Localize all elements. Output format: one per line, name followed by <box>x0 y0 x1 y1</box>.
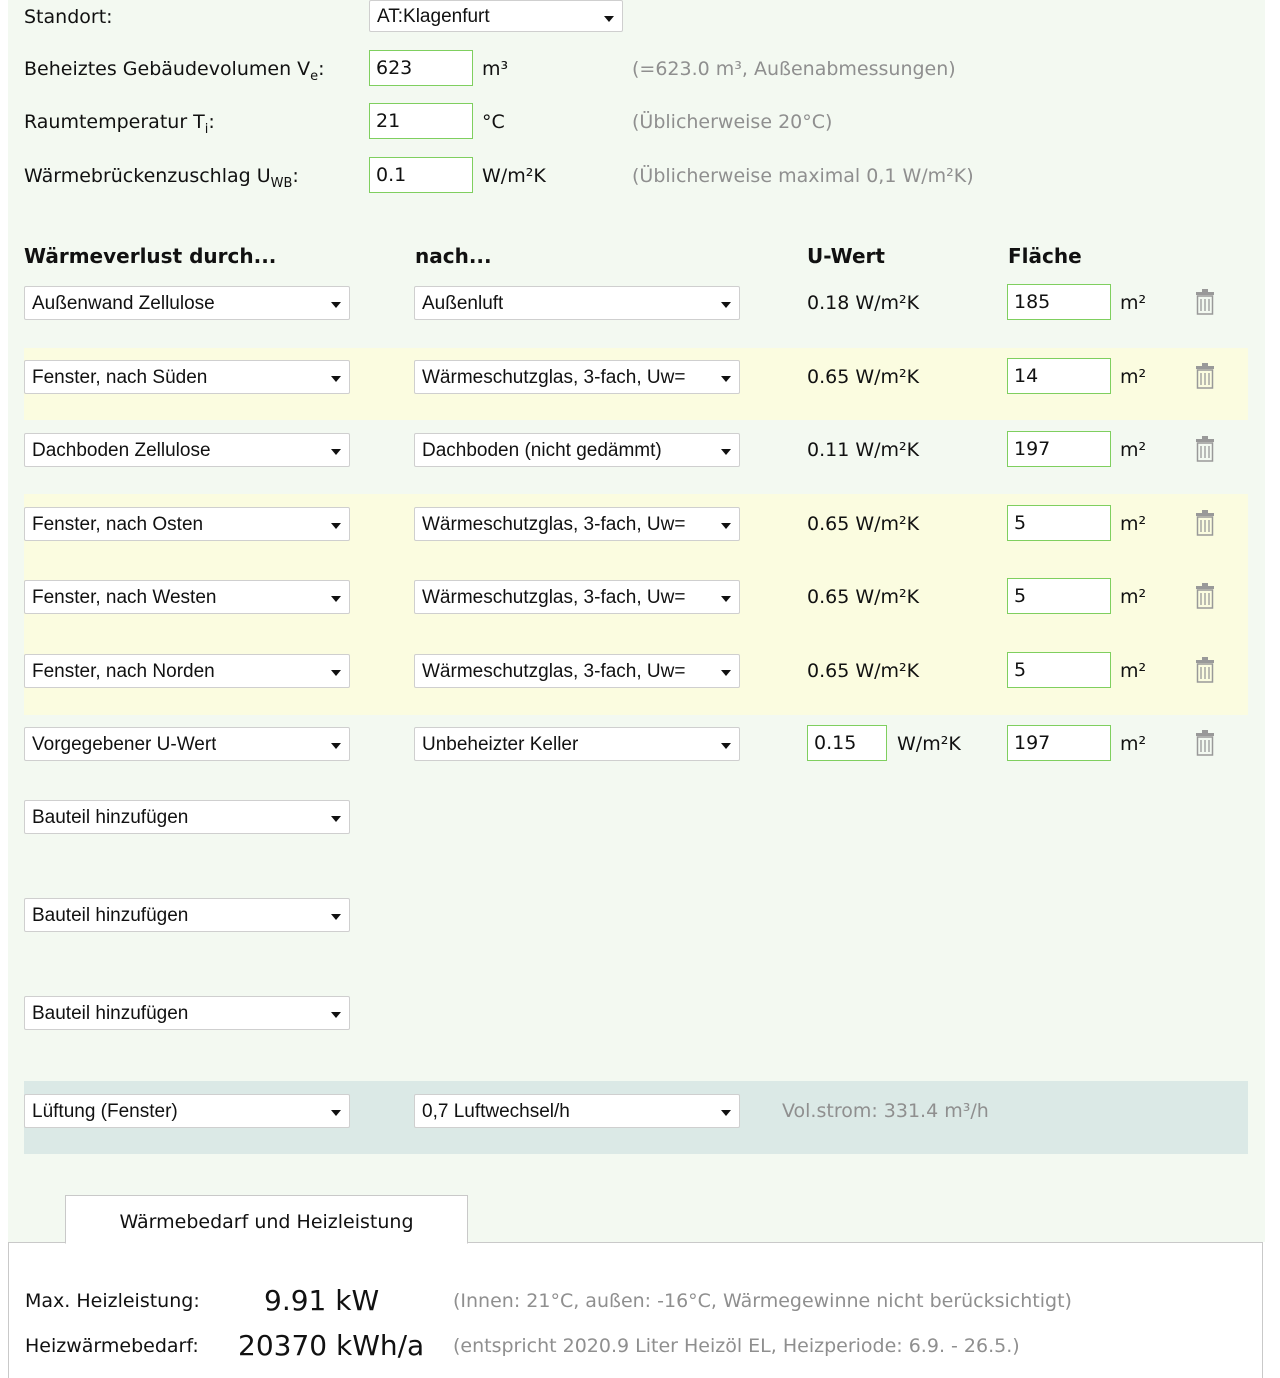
chevron-down-icon <box>721 743 731 749</box>
volume-input[interactable] <box>369 50 473 86</box>
flaeche-input[interactable] <box>1007 431 1111 467</box>
flaeche-input[interactable] <box>1007 358 1111 394</box>
temp-label: Raumtemperatur $T_i$: <box>24 111 215 137</box>
nach-select[interactable]: Unbeheizter Keller <box>414 727 740 761</box>
chevron-down-icon <box>331 376 341 382</box>
uwert-value: 0.65 W/m²K <box>807 586 920 608</box>
add-bauteil-select[interactable]: Bauteil hinzufügen <box>24 800 350 834</box>
chevron-down-icon <box>331 523 341 529</box>
nach-select[interactable]: Wärmeschutzglas, 3-fach, Uw= <box>414 654 740 688</box>
nach-select[interactable]: Wärmeschutzglas, 3-fach, Uw= <box>414 580 740 614</box>
nach-select[interactable]: Wärmeschutzglas, 3-fach, Uw= <box>414 360 740 394</box>
trash-icon[interactable] <box>1194 436 1216 462</box>
bauteil-select[interactable]: Dachboden Zellulose <box>24 433 350 467</box>
chevron-down-icon <box>331 302 341 308</box>
uwert-input[interactable] <box>807 725 887 761</box>
uwert-value: 0.65 W/m²K <box>807 660 920 682</box>
flaeche-input[interactable] <box>1007 505 1111 541</box>
standort-value: AT:Klagenfurt <box>377 6 490 27</box>
flaeche-input[interactable] <box>1007 725 1111 761</box>
flaeche-unit: m² <box>1120 660 1147 682</box>
chevron-down-icon <box>331 596 341 602</box>
max-heizleistung-value: 9.91 kW <box>264 1284 380 1317</box>
flaeche-input[interactable] <box>1007 284 1111 320</box>
wb-unit: W/m²K <box>482 165 546 187</box>
nach-select[interactable]: Außenluft <box>414 286 740 320</box>
heizwaermebedarf-label: Heizwärmebedarf: <box>25 1335 199 1357</box>
trash-icon[interactable] <box>1194 657 1216 683</box>
bauteil-select[interactable]: Fenster, nach Norden <box>24 654 350 688</box>
chevron-down-icon <box>721 596 731 602</box>
wb-input[interactable] <box>369 157 473 193</box>
heizwaermebedarf-value: 20370 kWh/a <box>238 1329 425 1362</box>
temp-hint: (Üblicherweise 20°C) <box>632 111 833 133</box>
temp-unit: °C <box>482 111 505 133</box>
flaeche-unit: m² <box>1120 292 1147 314</box>
chevron-down-icon <box>331 914 341 920</box>
max-heizleistung-note: (Innen: 21°C, außen: -16°C, Wärmegewinne nicht berücksichtigt) <box>453 1290 1072 1312</box>
header-nach: nach... <box>415 244 492 268</box>
chevron-down-icon <box>721 302 731 308</box>
nach-select[interactable]: Wärmeschutzglas, 3-fach, Uw= <box>414 507 740 541</box>
bauteil-select[interactable]: Fenster, nach Westen <box>24 580 350 614</box>
chevron-down-icon <box>721 1110 731 1116</box>
standort-select[interactable] <box>369 0 623 32</box>
uwert-value: 0.18 W/m²K <box>807 292 920 314</box>
lueftung-select[interactable]: Lüftung (Fenster) <box>24 1094 350 1128</box>
volume-unit: m³ <box>482 58 509 80</box>
bauteil-select[interactable]: Fenster, nach Osten <box>24 507 350 541</box>
chevron-down-icon <box>721 376 731 382</box>
uwert-value: 0.65 W/m²K <box>807 513 920 535</box>
uwert-value: 0.65 W/m²K <box>807 366 920 388</box>
nach-select[interactable]: Dachboden (nicht gedämmt) <box>414 433 740 467</box>
chevron-down-icon <box>331 1110 341 1116</box>
header-waermeverlust: Wärmeverlust durch... <box>24 244 277 268</box>
bauteil-select[interactable]: Vorgegebener U-Wert <box>24 727 350 761</box>
wb-label: Wärmebrückenzuschlag $U_{WB}$: <box>24 165 299 191</box>
chevron-down-icon <box>721 449 731 455</box>
heizwaermebedarf-note: (entspricht 2020.9 Liter Heizöl EL, Heizperiode: 6.9. - 26.5.) <box>453 1335 1020 1357</box>
add-bauteil-select[interactable]: Bauteil hinzufügen <box>24 898 350 932</box>
tab-waermebedarf[interactable]: Wärmebedarf und Heizleistung <box>65 1195 468 1244</box>
flaeche-unit: m² <box>1120 513 1147 535</box>
header-flaeche: Fläche <box>1008 244 1082 268</box>
luftwechsel-select[interactable]: 0,7 Luftwechsel/h <box>414 1094 740 1128</box>
standort-label: Standort: <box>24 6 113 28</box>
chevron-down-icon <box>331 449 341 455</box>
flaeche-input[interactable] <box>1007 652 1111 688</box>
header-uwert: U-Wert <box>807 244 885 268</box>
flaeche-unit: m² <box>1120 586 1147 608</box>
flaeche-input[interactable] <box>1007 578 1111 614</box>
wb-hint: (Üblicherweise maximal 0,1 W/m²K) <box>632 165 974 187</box>
chevron-down-icon <box>331 816 341 822</box>
flaeche-unit: m² <box>1120 366 1147 388</box>
uwert-unit: W/m²K <box>897 733 961 755</box>
flaeche-unit: m² <box>1120 733 1147 755</box>
trash-icon[interactable] <box>1194 730 1216 756</box>
trash-icon[interactable] <box>1194 289 1216 315</box>
temp-input[interactable] <box>369 103 473 139</box>
uwert-value: 0.11 W/m²K <box>807 439 920 461</box>
bauteil-select[interactable]: Außenwand Zellulose <box>24 286 350 320</box>
chevron-down-icon <box>721 670 731 676</box>
chevron-down-icon <box>721 523 731 529</box>
trash-icon[interactable] <box>1194 510 1216 536</box>
bauteil-select[interactable]: Fenster, nach Süden <box>24 360 350 394</box>
add-bauteil-select[interactable]: Bauteil hinzufügen <box>24 996 350 1030</box>
chevron-down-icon <box>331 1012 341 1018</box>
trash-icon[interactable] <box>1194 363 1216 389</box>
max-heizleistung-label: Max. Heizleistung: <box>25 1290 200 1312</box>
chevron-down-icon <box>331 670 341 676</box>
trash-icon[interactable] <box>1194 583 1216 609</box>
chevron-down-icon <box>604 16 614 22</box>
volumenstrom-info: Vol.strom: 331.4 m³/h <box>782 1100 989 1122</box>
flaeche-unit: m² <box>1120 439 1147 461</box>
volume-hint: (=623.0 m³, Außenabmessungen) <box>632 58 956 80</box>
chevron-down-icon <box>331 743 341 749</box>
volume-label: Beheiztes Gebäudevolumen $V_e$: <box>24 58 325 84</box>
